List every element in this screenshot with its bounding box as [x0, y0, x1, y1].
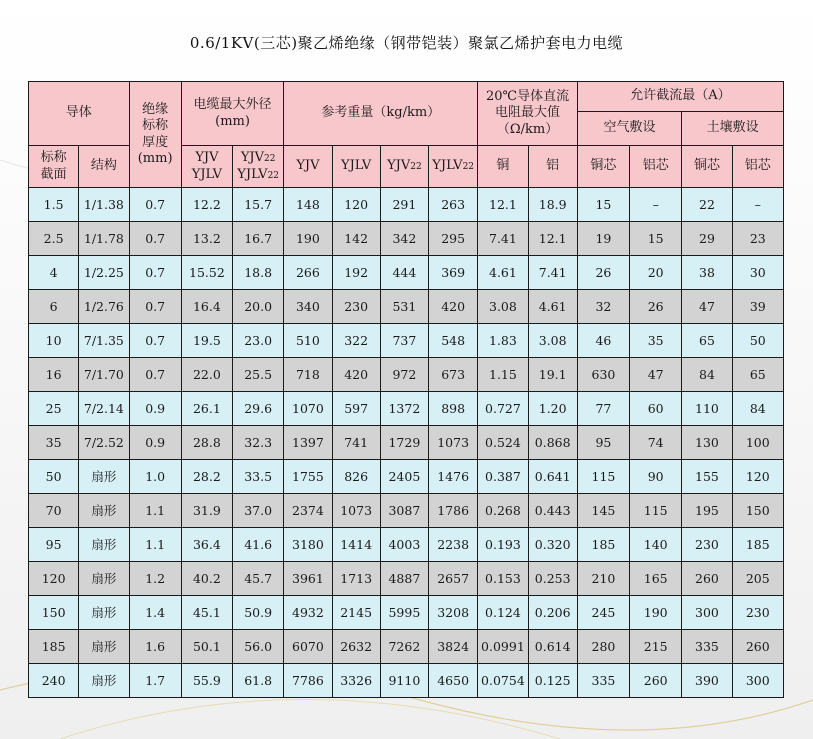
- table-cell: 148: [284, 188, 332, 222]
- table-cell: 38: [682, 256, 732, 290]
- table-cell: 0.9: [129, 392, 181, 426]
- table-cell: 190: [284, 222, 332, 256]
- table-cell: 4: [29, 256, 79, 290]
- header-air: 空气敷设: [577, 112, 682, 146]
- table-cell: 扇形: [79, 460, 129, 494]
- table-cell: –: [630, 188, 682, 222]
- table-cell: 737: [380, 324, 428, 358]
- table-cell: 2632: [332, 630, 380, 664]
- table-cell: 15: [630, 222, 682, 256]
- table-cell: 597: [332, 392, 380, 426]
- table-cell: 90: [630, 460, 682, 494]
- header-structure: 结构: [79, 146, 129, 188]
- table-cell: 20.0: [233, 290, 284, 324]
- table-cell: 5995: [380, 596, 428, 630]
- table-cell: 0.7: [129, 222, 181, 256]
- table-cell: 7.41: [528, 256, 577, 290]
- table-cell: 7/2.52: [79, 426, 129, 460]
- table-cell: 30: [732, 256, 783, 290]
- table-cell: 3.08: [478, 290, 528, 324]
- table-cell: 3326: [332, 664, 380, 698]
- table-cell: 2238: [429, 528, 478, 562]
- table-cell: 9110: [380, 664, 428, 698]
- table-cell: 444: [380, 256, 428, 290]
- table-cell: 1729: [380, 426, 428, 460]
- table-cell: 6070: [284, 630, 332, 664]
- table-cell: 215: [630, 630, 682, 664]
- table-cell: 60: [630, 392, 682, 426]
- table-row: [29, 324, 784, 358]
- header-conductor: 导体: [29, 82, 130, 146]
- table-cell: 扇形: [79, 596, 129, 630]
- table-cell: 46: [577, 324, 629, 358]
- table-cell: 205: [732, 562, 783, 596]
- table-cell: 115: [630, 494, 682, 528]
- table-cell: 28.8: [181, 426, 232, 460]
- table-cell: 扇形: [79, 664, 129, 698]
- table-cell: 0.7: [129, 188, 181, 222]
- table-row: [29, 528, 784, 562]
- table-cell: 100: [732, 426, 783, 460]
- table-cell: 185: [732, 528, 783, 562]
- table-cell: 95: [577, 426, 629, 460]
- table-cell: 19.1: [528, 358, 577, 392]
- table-cell: 0.7: [129, 290, 181, 324]
- table-cell: 4.61: [478, 256, 528, 290]
- table-cell: 260: [732, 630, 783, 664]
- table-cell: 1.20: [528, 392, 577, 426]
- table-cell: 1755: [284, 460, 332, 494]
- table-cell: 673: [429, 358, 478, 392]
- table-cell: 32: [577, 290, 629, 324]
- table-cell: 0.320: [528, 528, 577, 562]
- table-cell: 25.5: [233, 358, 284, 392]
- table-cell: 230: [332, 290, 380, 324]
- table-cell: 16.7: [233, 222, 284, 256]
- table-cell: 0.641: [528, 460, 577, 494]
- table-cell: 190: [630, 596, 682, 630]
- table-cell: 185: [29, 630, 79, 664]
- table-cell: 7786: [284, 664, 332, 698]
- table-cell: 150: [29, 596, 79, 630]
- table-cell: 26.1: [181, 392, 232, 426]
- header-current: 允许截流最（A）: [577, 82, 783, 112]
- table-cell: 33.5: [233, 460, 284, 494]
- table-header: [29, 82, 784, 188]
- header-insulation: 绝缘 标称 厚度 (mm): [129, 82, 181, 188]
- table-cell: 510: [284, 324, 332, 358]
- table-cell: 26: [630, 290, 682, 324]
- table-cell: 3208: [429, 596, 478, 630]
- table-cell: 1/2.25: [79, 256, 129, 290]
- table-cell: 39: [732, 290, 783, 324]
- table-cell: 335: [682, 630, 732, 664]
- table-cell: 15: [577, 188, 629, 222]
- table-cell: 61.8: [233, 664, 284, 698]
- table-cell: 826: [332, 460, 380, 494]
- table-cell: 65: [682, 324, 732, 358]
- table-cell: 84: [682, 358, 732, 392]
- table-cell: 1/1.78: [79, 222, 129, 256]
- table-cell: 245: [577, 596, 629, 630]
- table-row: [29, 460, 784, 494]
- table-cell: 0.206: [528, 596, 577, 630]
- table-cell: 420: [429, 290, 478, 324]
- table-cell: 1.1: [129, 494, 181, 528]
- table-cell: 4.61: [528, 290, 577, 324]
- table-cell: 1.15: [478, 358, 528, 392]
- table-cell: 898: [429, 392, 478, 426]
- table-cell: 140: [630, 528, 682, 562]
- table-cell: 13.2: [181, 222, 232, 256]
- table-cell: 0.193: [478, 528, 528, 562]
- table-cell: 1414: [332, 528, 380, 562]
- table-cell: 65: [732, 358, 783, 392]
- table-cell: 185: [577, 528, 629, 562]
- table-cell: 420: [332, 358, 380, 392]
- table-row: [29, 664, 784, 698]
- table-cell: 23.0: [233, 324, 284, 358]
- header-air-aluminum-core: 铝芯: [630, 146, 682, 188]
- table-cell: 322: [332, 324, 380, 358]
- table-cell: 扇形: [79, 494, 129, 528]
- table-cell: 120: [732, 460, 783, 494]
- table-row: [29, 290, 784, 324]
- table-cell: 531: [380, 290, 428, 324]
- table-row: [29, 392, 784, 426]
- table-row: [29, 630, 784, 664]
- table-cell: 4003: [380, 528, 428, 562]
- page-title: 0.6/1KV(三芯)聚乙烯绝缘（钢带铠装）聚氯乙烯护套电力电缆: [189, 34, 624, 52]
- table-cell: 50.9: [233, 596, 284, 630]
- table-cell: 19.5: [181, 324, 232, 358]
- table-cell: 7/2.14: [79, 392, 129, 426]
- table-cell: 280: [577, 630, 629, 664]
- header-air-copper-core: 铜芯: [577, 146, 629, 188]
- table-cell: 74: [630, 426, 682, 460]
- table-cell: 972: [380, 358, 428, 392]
- table-cell: 0.0991: [478, 630, 528, 664]
- table-cell: 50: [732, 324, 783, 358]
- table-cell: 0.125: [528, 664, 577, 698]
- table-cell: 1073: [332, 494, 380, 528]
- table-cell: 77: [577, 392, 629, 426]
- table-cell: 26: [577, 256, 629, 290]
- table-cell: 7/1.35: [79, 324, 129, 358]
- table-cell: 718: [284, 358, 332, 392]
- table-cell: 32.3: [233, 426, 284, 460]
- table-cell: 3180: [284, 528, 332, 562]
- header-soil: 土壤敷设: [682, 112, 784, 146]
- header-copper: 铜: [478, 146, 528, 188]
- table-cell: 12.1: [478, 188, 528, 222]
- table-cell: 4650: [429, 664, 478, 698]
- table-cell: 47: [682, 290, 732, 324]
- header-weight-yjv22: YJV22: [380, 146, 428, 188]
- table-cell: 150: [732, 494, 783, 528]
- header-max-od: 电缆最大外径 (mm): [181, 82, 284, 146]
- table-cell: 142: [332, 222, 380, 256]
- table-cell: 0.268: [478, 494, 528, 528]
- table-row: [29, 596, 784, 630]
- table-cell: 22: [682, 188, 732, 222]
- table-cell: 0.124: [478, 596, 528, 630]
- table-cell: 2374: [284, 494, 332, 528]
- table-cell: 22.0: [181, 358, 232, 392]
- table-cell: 2.5: [29, 222, 79, 256]
- table-cell: 155: [682, 460, 732, 494]
- table-cell: 369: [429, 256, 478, 290]
- table-cell: 2405: [380, 460, 428, 494]
- table-cell: 0.153: [478, 562, 528, 596]
- table-cell: 1476: [429, 460, 478, 494]
- table-cell: 300: [682, 596, 732, 630]
- table-cell: 55.9: [181, 664, 232, 698]
- table-cell: 95: [29, 528, 79, 562]
- table-cell: 15.52: [181, 256, 232, 290]
- table-cell: 0.7: [129, 324, 181, 358]
- table-cell: 35: [630, 324, 682, 358]
- header-od-yjv-yjlv: YJV YJLV: [181, 146, 232, 188]
- header-weight-yjv: YJV: [284, 146, 332, 188]
- table-cell: 16: [29, 358, 79, 392]
- table-cell: 25: [29, 392, 79, 426]
- table-cell: 31.9: [181, 494, 232, 528]
- header-aluminum: 铝: [528, 146, 577, 188]
- table-cell: 230: [732, 596, 783, 630]
- table-body: [29, 188, 784, 698]
- table-cell: 0.727: [478, 392, 528, 426]
- table-cell: 263: [429, 188, 478, 222]
- table-cell: 192: [332, 256, 380, 290]
- table-cell: 295: [429, 222, 478, 256]
- table-cell: 1397: [284, 426, 332, 460]
- table-cell: 扇形: [79, 630, 129, 664]
- table-cell: 20: [630, 256, 682, 290]
- table-cell: 1.4: [129, 596, 181, 630]
- table-cell: 260: [682, 562, 732, 596]
- table-cell: 7262: [380, 630, 428, 664]
- header-resistance: 20℃导体直流 电阻最大值 （Ω/km）: [478, 82, 578, 146]
- table-cell: 41.6: [233, 528, 284, 562]
- table-cell: 0.868: [528, 426, 577, 460]
- table-cell: 0.524: [478, 426, 528, 460]
- table-row: [29, 494, 784, 528]
- table-cell: 1/2.76: [79, 290, 129, 324]
- table-cell: 342: [380, 222, 428, 256]
- table-cell: 1.5: [29, 188, 79, 222]
- table-cell: 2145: [332, 596, 380, 630]
- header-od-yjv22-yjlv22: YJV22 YJLV22: [233, 146, 284, 188]
- table-cell: 335: [577, 664, 629, 698]
- table-cell: 40.2: [181, 562, 232, 596]
- table-cell: 120: [332, 188, 380, 222]
- table-cell: 70: [29, 494, 79, 528]
- table-cell: 16.4: [181, 290, 232, 324]
- table-cell: 165: [630, 562, 682, 596]
- table-cell: 扇形: [79, 528, 129, 562]
- table-cell: 3.08: [528, 324, 577, 358]
- table-cell: 145: [577, 494, 629, 528]
- table-cell: 29: [682, 222, 732, 256]
- table-cell: 3961: [284, 562, 332, 596]
- table-cell: 29.6: [233, 392, 284, 426]
- table-cell: 260: [630, 664, 682, 698]
- table-cell: 1372: [380, 392, 428, 426]
- table-cell: 1.2: [129, 562, 181, 596]
- table-cell: 548: [429, 324, 478, 358]
- table-cell: 741: [332, 426, 380, 460]
- table-cell: 15.7: [233, 188, 284, 222]
- table-cell: 1070: [284, 392, 332, 426]
- table-cell: 84: [732, 392, 783, 426]
- table-cell: 23: [732, 222, 783, 256]
- table-cell: 1.6: [129, 630, 181, 664]
- table-cell: 45.7: [233, 562, 284, 596]
- table-cell: 390: [682, 664, 732, 698]
- header-nominal-area: 标称 截面: [29, 146, 79, 188]
- table-cell: 1.1: [129, 528, 181, 562]
- table-cell: 195: [682, 494, 732, 528]
- table-cell: 56.0: [233, 630, 284, 664]
- table-cell: 0.7: [129, 358, 181, 392]
- table-cell: 扇形: [79, 562, 129, 596]
- table-cell: 115: [577, 460, 629, 494]
- table-cell: 6: [29, 290, 79, 324]
- table-cell: 240: [29, 664, 79, 698]
- header-soil-aluminum-core: 铝芯: [732, 146, 783, 188]
- header-weight-yjlv22: YJLV22: [429, 146, 478, 188]
- table-cell: 0.387: [478, 460, 528, 494]
- table-cell: 36.4: [181, 528, 232, 562]
- table-cell: 300: [732, 664, 783, 698]
- table-cell: 1/1.38: [79, 188, 129, 222]
- table-cell: 10: [29, 324, 79, 358]
- table-cell: 110: [682, 392, 732, 426]
- table-cell: 4887: [380, 562, 428, 596]
- table-cell: 630: [577, 358, 629, 392]
- table-cell: 0.0754: [478, 664, 528, 698]
- header-soil-copper-core: 铜芯: [682, 146, 732, 188]
- table-cell: 28.2: [181, 460, 232, 494]
- table-row: [29, 426, 784, 460]
- table-cell: 0.9: [129, 426, 181, 460]
- cable-spec-table: [28, 81, 784, 698]
- table-cell: 18.8: [233, 256, 284, 290]
- table-row: [29, 188, 784, 222]
- table-cell: 340: [284, 290, 332, 324]
- table-cell: 50.1: [181, 630, 232, 664]
- table-cell: 291: [380, 188, 428, 222]
- table-row: [29, 222, 784, 256]
- table-cell: 4932: [284, 596, 332, 630]
- table-cell: 210: [577, 562, 629, 596]
- table-cell: 120: [29, 562, 79, 596]
- table-row: [29, 256, 784, 290]
- table-cell: 2657: [429, 562, 478, 596]
- table-cell: 37.0: [233, 494, 284, 528]
- table-cell: 12.2: [181, 188, 232, 222]
- table-cell: 0.443: [528, 494, 577, 528]
- table-cell: 12.1: [528, 222, 577, 256]
- header-ref-weight: 参考重量（kg/km）: [284, 82, 478, 146]
- table-cell: 18.9: [528, 188, 577, 222]
- table-cell: 0.7: [129, 256, 181, 290]
- table-cell: 0.253: [528, 562, 577, 596]
- table-cell: 1786: [429, 494, 478, 528]
- table-cell: 130: [682, 426, 732, 460]
- table-cell: 1.7: [129, 664, 181, 698]
- table-cell: 50: [29, 460, 79, 494]
- table-cell: 47: [630, 358, 682, 392]
- table-cell: 3824: [429, 630, 478, 664]
- header-weight-yjlv: YJLV: [332, 146, 380, 188]
- table-cell: 35: [29, 426, 79, 460]
- table-row: [29, 562, 784, 596]
- table-cell: 1.83: [478, 324, 528, 358]
- table-cell: 1.0: [129, 460, 181, 494]
- table-cell: 230: [682, 528, 732, 562]
- table-cell: 7.41: [478, 222, 528, 256]
- table-cell: 7/1.70: [79, 358, 129, 392]
- table-cell: 19: [577, 222, 629, 256]
- table-cell: 266: [284, 256, 332, 290]
- table-cell: 45.1: [181, 596, 232, 630]
- table-cell: 1073: [429, 426, 478, 460]
- table-row: [29, 358, 784, 392]
- table-cell: –: [732, 188, 783, 222]
- table-cell: 3087: [380, 494, 428, 528]
- table-cell: 0.614: [528, 630, 577, 664]
- table-cell: 1713: [332, 562, 380, 596]
